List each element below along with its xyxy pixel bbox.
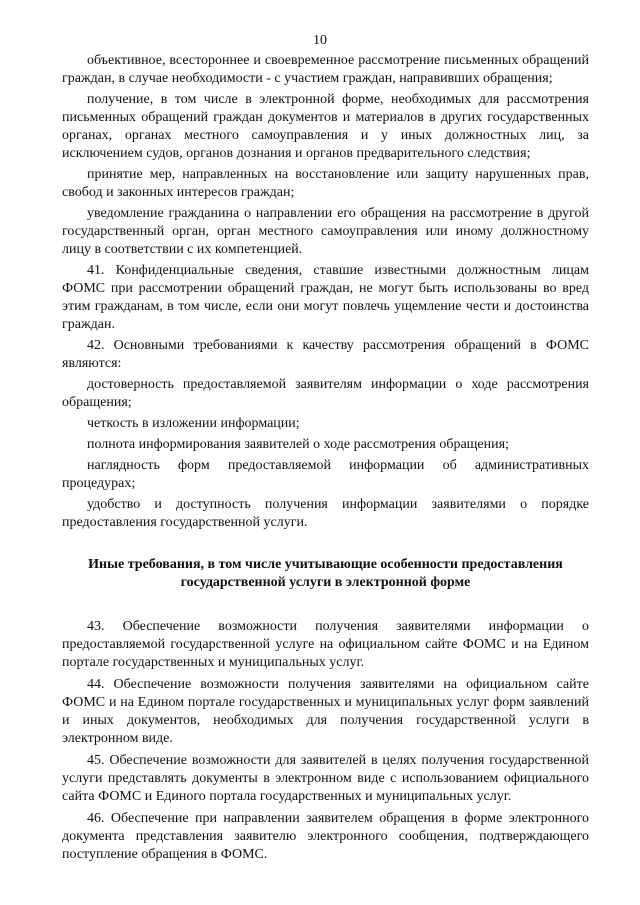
paragraph: объективное, всестороннее и своевременное рассмотрение письменных обращений граждан, в случае необходимости - с участием граждан, направивших обращения; xyxy=(62,53,589,86)
paragraph-41: 41. Конфиденциальные сведения, ставшие известными должностным лицам ФОМС при рассмотрении обращений граждан, не могут быть использованы во вред этим гражданам, в том числе, если они могут повлечь ущемление чести и достоинства граждан. xyxy=(62,263,589,332)
section-heading-line: Иные требования, в том числе учитывающие особенности предоставления xyxy=(88,557,563,572)
section-heading-line: государственной услуги в электронной форме xyxy=(180,575,471,590)
paragraph-42: 42. Основными требованиями к качеству рассмотрения обращений в ФОМС являются: xyxy=(62,338,589,371)
list-item: наглядность форм предоставляемой информации об административных процедурах; xyxy=(62,458,589,491)
paragraph-43: 43. Обеспечение возможности получения заявителями информации о предоставляемой государственной услуге на официальном сайте ФОМС и на Едином портале государственных и муниципальных услуг. xyxy=(62,619,589,670)
paragraph: получение, в том числе в электронной форме, необходимых для рассмотрения письменных обращений граждан документов и материалов в других государственных органах, органах местного самоуправления и у иных должностных лиц, за исключением судов, органов дознания и органов предварительного следствия; xyxy=(62,92,589,161)
paragraph-46: 46. Обеспечение при направлении заявителем обращения в форме электронного документа представления заявителю электронного сообщения, подтверждающего поступление обращения в ФОМС. xyxy=(62,811,589,862)
page-body xyxy=(62,52,589,864)
list-item: четкость в изложении информации; xyxy=(87,416,300,431)
list-item: достоверность предоставляемой заявителям информации о ходе рассмотрения обращения; xyxy=(62,377,589,410)
paragraph-45: 45. Обеспечение возможности для заявителей в целях получения государственной услуги представлять документы в электронном виде с использованием официального сайта ФОМС и Единого портала государственных и муниципальных услуг. xyxy=(62,753,589,804)
paragraph: принятие мер, направленных на восстановление или защиту нарушенных прав, свобод и законных интересов граждан; xyxy=(62,167,589,200)
page-number: 10 xyxy=(313,33,327,48)
paragraph: уведомление гражданина о направлении его обращения на рассмотрение в другой государственный орган, орган местного самоуправления или иному должностному лицу в соответствии с их компетенцией. xyxy=(62,206,589,257)
paragraph-44: 44. Обеспечение возможности получения заявителями на официальном сайте ФОМС и на Едином портале государственных и муниципальных услуг форм заявлений и иных документов, необходимых для получения государственной услуги в электронном виде. xyxy=(62,677,589,746)
list-item: полнота информирования заявителей о ходе рассмотрения обращения; xyxy=(87,437,509,452)
list-item: удобство и доступность получения информации заявителями о порядке предоставления государственной услуги. xyxy=(62,497,589,530)
section-heading xyxy=(62,556,589,592)
